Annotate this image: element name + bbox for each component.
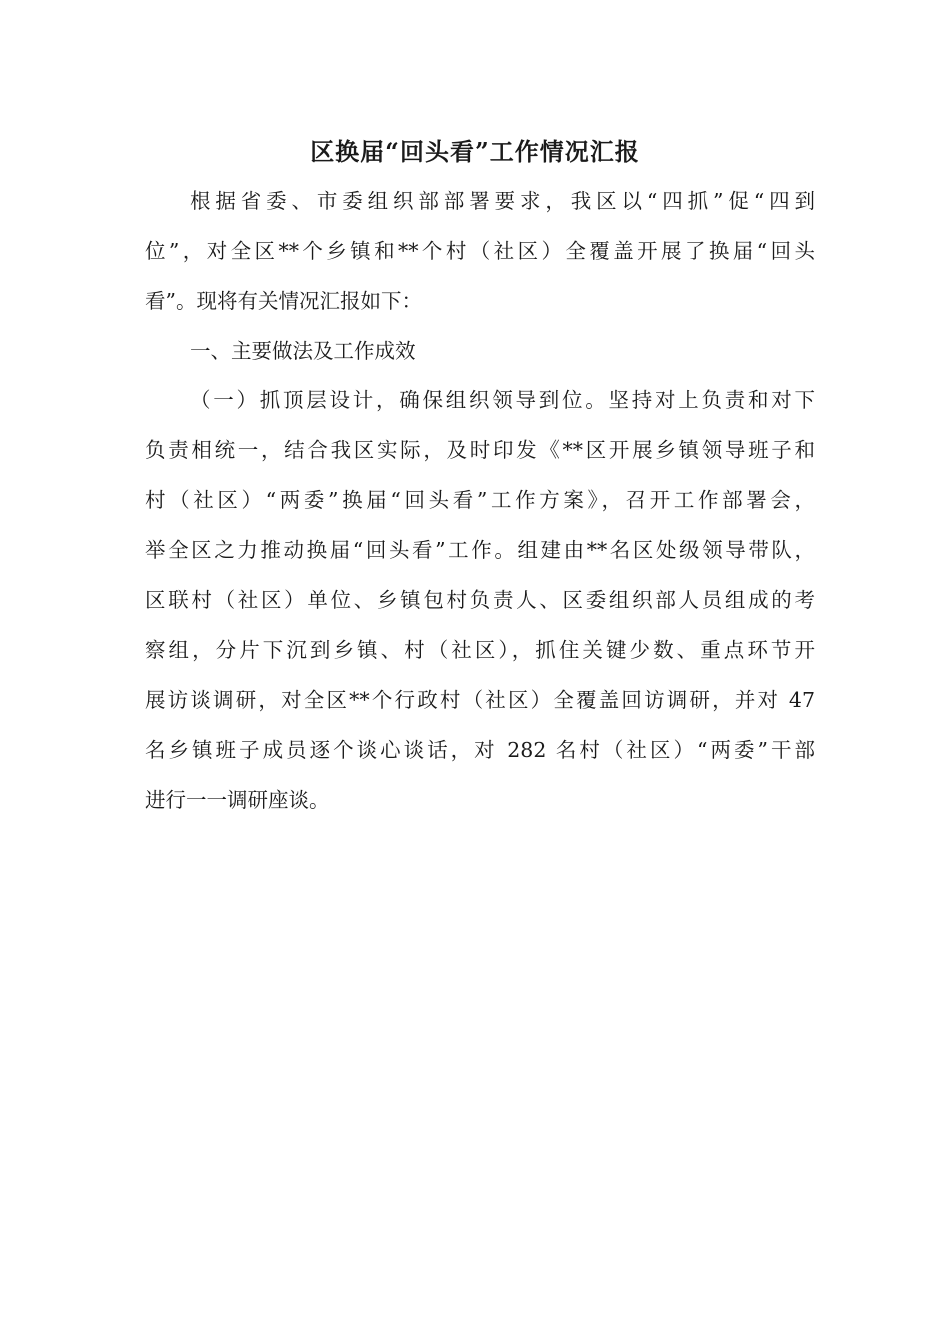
paragraph-line: 进行一一调研座谈。 — [145, 788, 330, 812]
paragraph-line: 看”。现将有关情况汇报如下： — [145, 289, 422, 313]
paragraph-line: 村（社区）“两委”换届“回头看”工作方案》，召开工作部署会， — [145, 488, 815, 512]
paragraph-line: 名乡镇班子成员逐个谈心谈话，对 282 名村（社区）“两委”干部 — [145, 738, 815, 762]
paragraph-line: 区联村（社区）单位、乡镇包村负责人、区委组织部人员组成的考 — [145, 588, 815, 612]
document-title: 区换届“回头看”工作情况汇报 — [310, 137, 640, 166]
paragraph-line: 察组，分片下沉到乡镇、村（社区），抓住关键少数、重点环节开 — [145, 638, 815, 662]
paragraph-line: 展访谈调研，对全区**个行政村（社区）全覆盖回访调研，并对 47 — [145, 688, 815, 712]
paragraph-line: 举全区之力推动换届“回头看”工作。组建由**名区处级领导带队， — [145, 538, 815, 562]
section-heading: 一、主要做法及工作成效 — [190, 339, 416, 363]
paragraph-line: （一）抓顶层设计，确保组织领导到位。坚持对上负责和对下 — [190, 388, 815, 412]
paragraph-line: 根据省委、市委组织部部署要求，我区以“四抓”促“四到 — [190, 189, 815, 213]
paragraph-line: 位”，对全区**个乡镇和**个村（社区）全覆盖开展了换届“回头 — [145, 239, 815, 263]
paragraph-line: 负责相统一，结合我区实际，及时印发《**区开展乡镇领导班子和 — [145, 438, 815, 462]
